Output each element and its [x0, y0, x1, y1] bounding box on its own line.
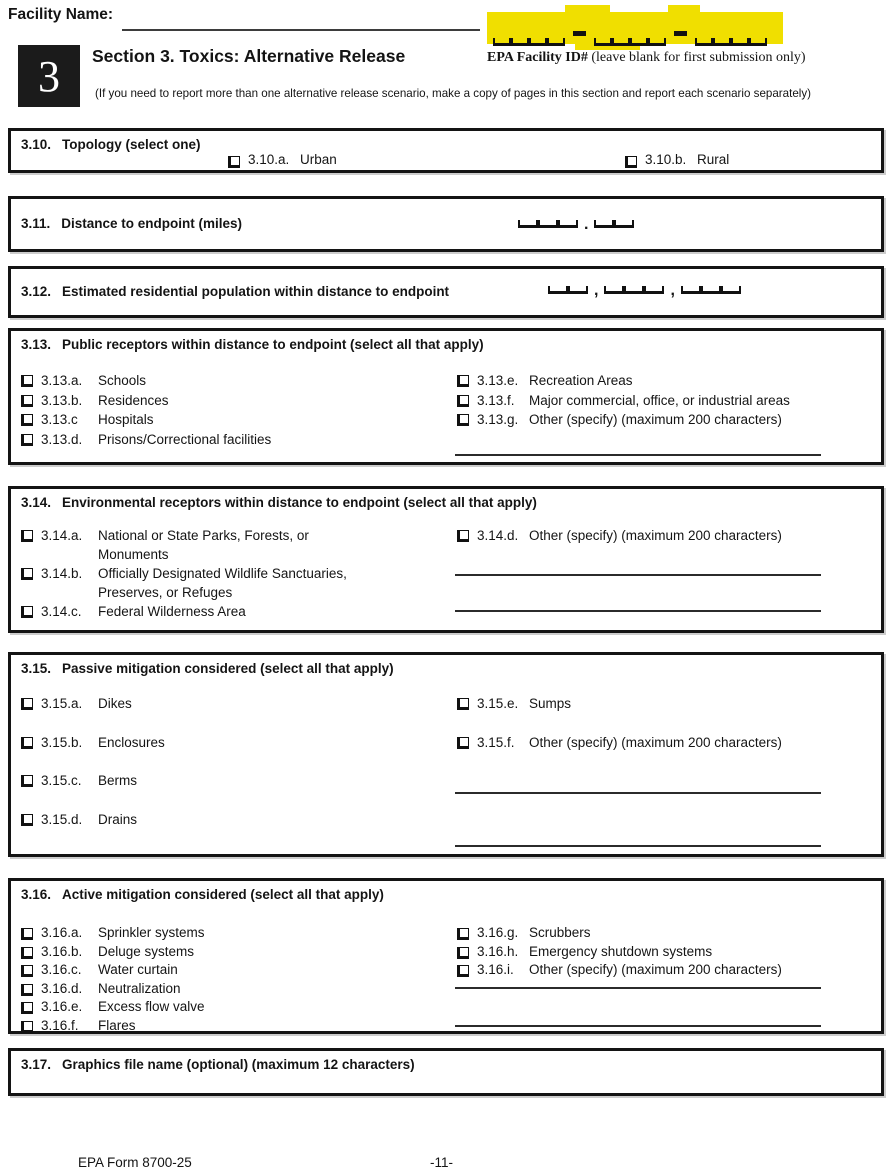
option-code: 3.13.g.	[477, 412, 519, 427]
comb-cell[interactable]	[538, 220, 558, 228]
option-parks	[21, 526, 451, 564]
option-flares	[21, 1017, 441, 1036]
checkbox-3-10-b[interactable]	[625, 156, 637, 168]
option-label: Berms	[98, 773, 138, 788]
option-scrubbers	[457, 924, 877, 943]
option-label: Other (specify) (maximum 200 characters)	[529, 528, 782, 543]
option-label: Federal Wilderness Area	[98, 604, 246, 619]
comb-group[interactable]	[604, 286, 664, 294]
section-number-square	[18, 45, 80, 107]
section-3-16-left-column	[21, 924, 441, 1035]
comb-cell[interactable]	[721, 286, 741, 294]
comb-cell[interactable]	[695, 38, 713, 46]
section-title: Graphics file name (optional) (maximum 12 characters)	[62, 1057, 415, 1072]
checkbox-3-15-f[interactable]	[457, 737, 469, 749]
comb-separator: .	[584, 216, 589, 233]
checkbox-3-13-b[interactable]	[21, 395, 33, 407]
comb-cell[interactable]	[568, 286, 588, 294]
checkbox-3-14-a[interactable]	[21, 530, 33, 542]
option-label: Deluge systems	[98, 943, 195, 959]
section-3-15-right-column	[457, 694, 877, 771]
comb-group[interactable]	[594, 220, 634, 228]
option-label: Other (specify) (maximum 200 characters)	[529, 412, 782, 427]
section-number: 3	[38, 51, 60, 101]
option-prisons	[21, 430, 441, 450]
option-code: 3.16.f.	[41, 1017, 79, 1033]
comb-group[interactable]	[493, 38, 565, 46]
section-3-14-left-column	[21, 526, 451, 621]
option-code: 3.16.e.	[41, 999, 83, 1014]
comb-cell[interactable]	[547, 38, 565, 46]
comb-cell[interactable]	[644, 286, 664, 294]
option-excess-flow-valve	[21, 998, 441, 1017]
option-rural	[625, 152, 729, 168]
comb-cell[interactable]	[594, 220, 614, 228]
section-3-17-box	[8, 1048, 884, 1096]
option-recreation-areas	[457, 371, 877, 391]
option-deluge-systems	[21, 943, 441, 962]
comb-group[interactable]	[695, 38, 767, 46]
section-code: 3.16.	[21, 887, 52, 902]
comb-separator	[573, 31, 586, 36]
option-code: 3.16.g.	[477, 925, 519, 940]
footer-form-number: EPA Form 8700-25	[78, 1155, 192, 1170]
option-label: Excess flow valve	[98, 999, 205, 1014]
option-code: 3.15.a.	[41, 696, 83, 711]
comb-cell[interactable]	[749, 38, 767, 46]
comb-separator: ,	[594, 282, 599, 299]
checkbox-3-15-b[interactable]	[21, 737, 33, 749]
option-major-commercial	[457, 391, 877, 411]
option-code: 3.15.e.	[477, 696, 519, 711]
checkbox-3-16-f[interactable]	[21, 1021, 33, 1033]
section-3-14-box	[8, 486, 884, 633]
option-sumps	[457, 694, 877, 714]
highlight-tab	[565, 5, 610, 13]
section-code: 3.15.	[21, 661, 52, 676]
comb-cell[interactable]	[493, 38, 511, 46]
checkbox-3-15-a[interactable]	[21, 698, 33, 710]
option-code: 3.13.b.	[41, 392, 83, 408]
comb-separator	[674, 31, 687, 36]
distance-comb[interactable]	[518, 216, 634, 233]
section-code: 3.17.	[21, 1057, 52, 1072]
comb-group[interactable]	[548, 286, 588, 294]
option-federal-wilderness	[21, 602, 451, 621]
comb-cell[interactable]	[594, 38, 612, 46]
checkbox-3-16-c[interactable]	[21, 965, 33, 977]
option-code: 3.13.c	[41, 412, 78, 427]
option-label: National or State Parks, Forests, or Monuments	[98, 528, 309, 562]
option-other	[457, 410, 877, 430]
option-code: 3.16.h.	[477, 943, 519, 959]
option-label: Sprinkler systems	[98, 925, 205, 940]
footer-page-number: -11-	[430, 1155, 454, 1170]
checkbox-3-16-h[interactable]	[457, 947, 469, 959]
option-water-curtain	[21, 961, 441, 980]
section-3-14-right-column	[457, 526, 877, 545]
option-berms	[21, 771, 441, 791]
option-code: 3.16.d.	[41, 980, 83, 996]
option-code: 3.15.f.	[477, 734, 515, 750]
option-code: 3.16.b.	[41, 943, 83, 959]
checkbox-3-16-d[interactable]	[21, 984, 33, 996]
option-code: 3.14.c.	[41, 604, 82, 619]
section-code: 3.14.	[21, 495, 52, 510]
option-code: 3.16.a.	[41, 925, 83, 940]
section-3-14-header	[21, 495, 537, 510]
section-3-10-header	[21, 137, 201, 152]
comb-group[interactable]	[518, 220, 578, 228]
other-specify-line-1[interactable]	[455, 987, 821, 989]
comb-cell[interactable]	[630, 38, 648, 46]
option-label: Residences	[98, 392, 169, 408]
checkbox-3-15-c[interactable]	[21, 775, 33, 787]
section-3-16-right-column	[457, 924, 877, 980]
other-specify-line-1[interactable]	[455, 574, 821, 576]
option-label: Scrubbers	[529, 925, 591, 940]
option-code: 3.14.b.	[41, 566, 83, 581]
option-hospitals	[21, 410, 441, 430]
comb-cell[interactable]	[701, 286, 721, 294]
option-code: 3.16.c.	[41, 962, 82, 977]
epa-facility-id-comb[interactable]	[493, 31, 767, 46]
section-title: Estimated residential population within distance to endpoint	[62, 284, 450, 299]
facility-name-label: Facility Name:	[8, 6, 114, 23]
checkbox-3-13-e[interactable]	[457, 375, 469, 387]
option-label: Hospitals	[98, 412, 154, 427]
section-code: 3.12.	[21, 284, 52, 299]
comb-cell[interactable]	[614, 220, 634, 228]
checkbox-3-14-c[interactable]	[21, 606, 33, 618]
comb-separator: ,	[670, 282, 675, 299]
section-3-12-box	[8, 266, 884, 318]
checkbox-3-15-d[interactable]	[21, 814, 33, 826]
checkbox-3-15-e[interactable]	[457, 698, 469, 710]
epa-facility-id-caption-bold: EPA Facility ID#	[487, 50, 588, 65]
option-label: Neutralization	[98, 980, 181, 996]
other-specify-line-2[interactable]	[455, 610, 821, 612]
option-label: Urban	[300, 152, 337, 167]
section-3-17-header	[21, 1057, 415, 1072]
section-3-15-left-column	[21, 694, 441, 848]
option-other	[457, 526, 877, 545]
population-comb[interactable]	[548, 282, 741, 299]
comb-group[interactable]	[681, 286, 741, 294]
facility-name-line[interactable]	[122, 9, 480, 31]
section-code: 3.10.	[21, 137, 52, 152]
option-drains	[21, 810, 441, 830]
option-code: 3.15.c.	[41, 773, 82, 788]
option-emergency-shutdown	[457, 943, 877, 962]
section-title: Passive mitigation considered (select all that apply)	[62, 661, 394, 676]
option-label: Other (specify) (maximum 200 characters)	[529, 962, 782, 977]
checkbox-3-16-e[interactable]	[21, 1002, 33, 1014]
section-3-16-header	[21, 887, 384, 902]
epa-facility-id-caption-rest: (leave blank for first submission only)	[587, 50, 806, 65]
option-label: Dikes	[98, 696, 132, 711]
highlight-tab	[668, 5, 700, 13]
option-code: 3.10.a.	[248, 152, 290, 167]
comb-cell[interactable]	[548, 286, 568, 294]
option-label: Emergency shutdown systems	[529, 943, 713, 959]
option-neutralization	[21, 980, 441, 999]
other-specify-line-1[interactable]	[455, 792, 821, 794]
checkbox-3-16-i[interactable]	[457, 965, 469, 977]
option-label: Drains	[98, 811, 138, 827]
option-code: 3.13.d.	[41, 431, 83, 447]
option-label: Rural	[697, 152, 730, 167]
section-3-11-header	[21, 216, 242, 231]
option-wildlife-sanctuaries	[21, 564, 451, 602]
other-specify-line-2[interactable]	[455, 845, 821, 847]
epa-facility-id-caption	[487, 50, 806, 66]
checkbox-3-13-g[interactable]	[457, 414, 469, 426]
section-3-11-box	[8, 196, 884, 252]
section-title: Topology (select one)	[62, 137, 201, 152]
option-label: Water curtain	[98, 962, 178, 977]
option-code: 3.15.d.	[41, 811, 83, 827]
section-3-13-right-column	[457, 371, 877, 430]
option-schools	[21, 371, 441, 391]
option-label: Sumps	[529, 696, 572, 711]
option-label: Other (specify) (maximum 200 characters)	[529, 734, 782, 750]
section-3-15-header	[21, 661, 394, 676]
section-3-10-box	[8, 128, 884, 173]
option-code: 3.13.a.	[41, 373, 83, 388]
section-3-15-box	[8, 652, 884, 857]
option-residences	[21, 391, 441, 411]
checkbox-3-13-d[interactable]	[21, 434, 33, 446]
page-title: Section 3. Toxics: Alternative Release	[92, 46, 406, 66]
comb-group[interactable]	[594, 38, 666, 46]
option-dikes	[21, 694, 441, 714]
option-label: Flares	[98, 1017, 136, 1033]
section-3-13-box	[8, 328, 884, 465]
checkbox-3-16-g[interactable]	[457, 928, 469, 940]
checkbox-3-13-c[interactable]	[21, 414, 33, 426]
comb-cell[interactable]	[518, 220, 538, 228]
option-other	[457, 961, 877, 980]
checkbox-3-14-b[interactable]	[21, 568, 33, 580]
other-specify-line[interactable]	[455, 454, 821, 456]
checkbox-3-16-b[interactable]	[21, 947, 33, 959]
option-code: 3.16.i.	[477, 962, 514, 977]
option-code: 3.10.b.	[645, 152, 687, 167]
comb-cell[interactable]	[558, 220, 578, 228]
option-code: 3.13.e.	[477, 373, 519, 388]
section-title: Distance to endpoint (miles)	[61, 216, 243, 231]
option-urban	[228, 152, 337, 168]
comb-cell[interactable]	[648, 38, 666, 46]
checkbox-3-10-a[interactable]	[228, 156, 240, 168]
option-label: Prisons/Correctional facilities	[98, 431, 272, 447]
section-code: 3.11.	[21, 216, 51, 231]
other-specify-line-2[interactable]	[455, 1025, 821, 1027]
option-code: 3.14.a.	[41, 528, 83, 543]
checkbox-3-13-f[interactable]	[457, 395, 469, 407]
section-title: Active mitigation considered (select all that apply)	[62, 887, 384, 902]
comb-cell[interactable]	[713, 38, 731, 46]
comb-cell[interactable]	[529, 38, 547, 46]
comb-cell[interactable]	[511, 38, 529, 46]
option-label: Recreation Areas	[529, 373, 633, 388]
section-3-13-header	[21, 337, 484, 352]
section-code: 3.13.	[21, 337, 52, 352]
section-title: Public receptors within distance to endpoint (select all that apply)	[62, 337, 484, 352]
option-label: Schools	[98, 373, 147, 388]
comb-cell[interactable]	[681, 286, 701, 294]
option-label: Enclosures	[98, 734, 165, 750]
comb-cell[interactable]	[731, 38, 749, 46]
section-note: (If you need to report more than one alternative release scenario, make a copy of pages in this section and report each scenario separately)	[95, 87, 811, 100]
option-label: Major commercial, office, or industrial areas	[529, 392, 790, 408]
section-3-13-left-column	[21, 371, 441, 449]
option-code: 3.15.b.	[41, 734, 83, 750]
checkbox-3-14-d[interactable]	[457, 530, 469, 542]
checkbox-3-16-a[interactable]	[21, 928, 33, 940]
comb-cell[interactable]	[624, 286, 644, 294]
checkbox-3-13-a[interactable]	[21, 375, 33, 387]
section-3-12-header	[21, 284, 449, 299]
section-3-16-box	[8, 878, 884, 1034]
option-label: Officially Designated Wildlife Sanctuaries, Preserves, or Refuges	[98, 566, 347, 600]
option-sprinkler-systems	[21, 924, 441, 943]
option-enclosures	[21, 733, 441, 753]
option-other	[457, 733, 877, 753]
option-code: 3.14.d.	[477, 528, 519, 543]
comb-cell[interactable]	[604, 286, 624, 294]
option-code: 3.13.f.	[477, 392, 515, 408]
comb-cell[interactable]	[612, 38, 630, 46]
section-title: Environmental receptors within distance to endpoint (select all that apply)	[62, 495, 537, 510]
